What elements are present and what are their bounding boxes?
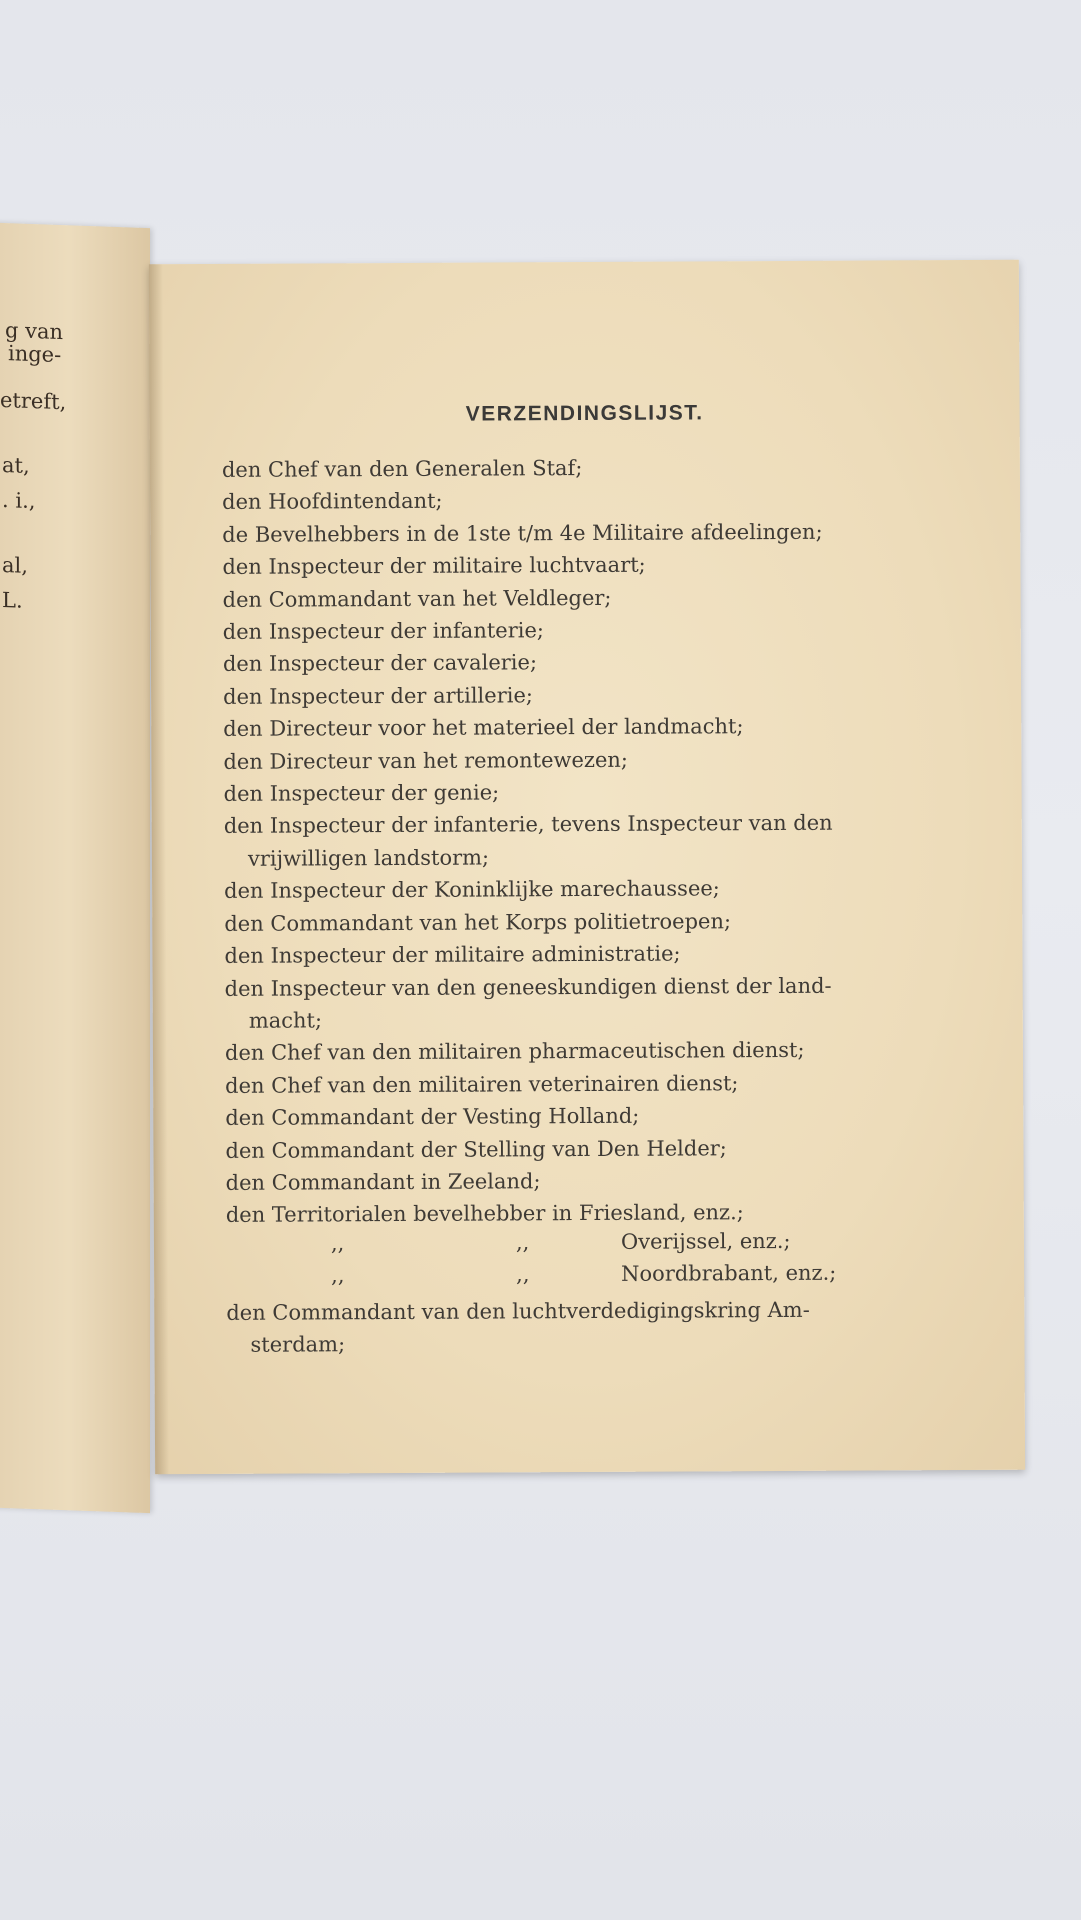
left-page-fragment: g van [5, 318, 64, 345]
left-page-fragment: al, [2, 552, 28, 578]
distribution-list [222, 450, 987, 1361]
list-item-continuation: sterdam; [250, 1332, 346, 1357]
list-item: den Inspecteur van den geneeskundigen dienst der land- [224, 973, 832, 1001]
document-page [149, 260, 1025, 1475]
list-item: den Commandant van den luchtverdedigingskring Am- [226, 1297, 810, 1325]
left-page-fragment: etreft, [0, 387, 67, 415]
list-item: den Inspecteur der militaire administratie; [224, 941, 681, 968]
list-item: de Bevelhebbers in de 1ste t/m 4e Militaire afdeelingen; [222, 519, 823, 547]
list-item: den Commandant in Zeeland; [225, 1169, 541, 1195]
ditto-text: Noordbrabant, enz.; [621, 1260, 837, 1286]
left-page-fragment: L. [2, 587, 23, 613]
ditto-text: Overijssel, enz.; [620, 1228, 791, 1254]
list-item: den Inspecteur der genie; [223, 780, 500, 806]
ditto-mark: ,, [331, 1263, 345, 1288]
list-item-continuation: vrijwilligen landstorm; [247, 845, 490, 871]
ditto-mark: ,, [515, 1230, 530, 1255]
list-item: den Inspecteur der infanterie, tevens Inspecteur van den [223, 811, 833, 839]
left-page-fragment: inge- [8, 341, 62, 368]
list-item: den Territorialen bevelhebber in Friesland, enz.; [225, 1200, 744, 1228]
list-item-continuation: macht; [248, 1008, 323, 1033]
list-item: den Directeur van het remontewezen; [223, 747, 629, 774]
list-item: den Commandant der Stelling van Den Helder; [225, 1135, 727, 1163]
list-item: den Inspecteur der cavalerie; [222, 650, 538, 677]
ditto-row [226, 1228, 986, 1264]
ditto-mark: ,, [516, 1262, 530, 1287]
list-item: den Inspecteur der infanterie; [222, 618, 545, 644]
ditto-row [226, 1260, 986, 1296]
list-item: den Chef van den militairen veterinairen dienst; [225, 1070, 739, 1098]
list-item: den Hoofdintendant; [222, 489, 443, 515]
list-item: den Directeur voor het materieel der landmacht; [223, 714, 744, 742]
left-page-fragment: . i., [2, 487, 36, 514]
page-gutter-shadow [149, 264, 169, 1474]
list-item: den Commandant der Vesting Holland; [225, 1103, 640, 1131]
list-item: den Inspecteur der Koninklijke marechaussee; [224, 876, 720, 904]
ditto-mark: ,, [330, 1231, 345, 1256]
list-item: den Chef van den Generalen Staf; [221, 456, 583, 482]
left-page-fragment: at, [2, 452, 30, 478]
list-item: den Commandant van het Korps politietroepen; [224, 908, 732, 936]
list-item: den Inspecteur der artillerie; [223, 683, 533, 709]
page-title: VERZENDINGSLIJST. [465, 401, 704, 426]
list-item: den Commandant van het Veldleger; [222, 585, 612, 612]
list-item: den Chef van den militairen pharmaceutischen dienst; [224, 1038, 805, 1066]
left-page [0, 222, 150, 1513]
list-item: den Inspecteur der militaire luchtvaart; [222, 552, 646, 580]
